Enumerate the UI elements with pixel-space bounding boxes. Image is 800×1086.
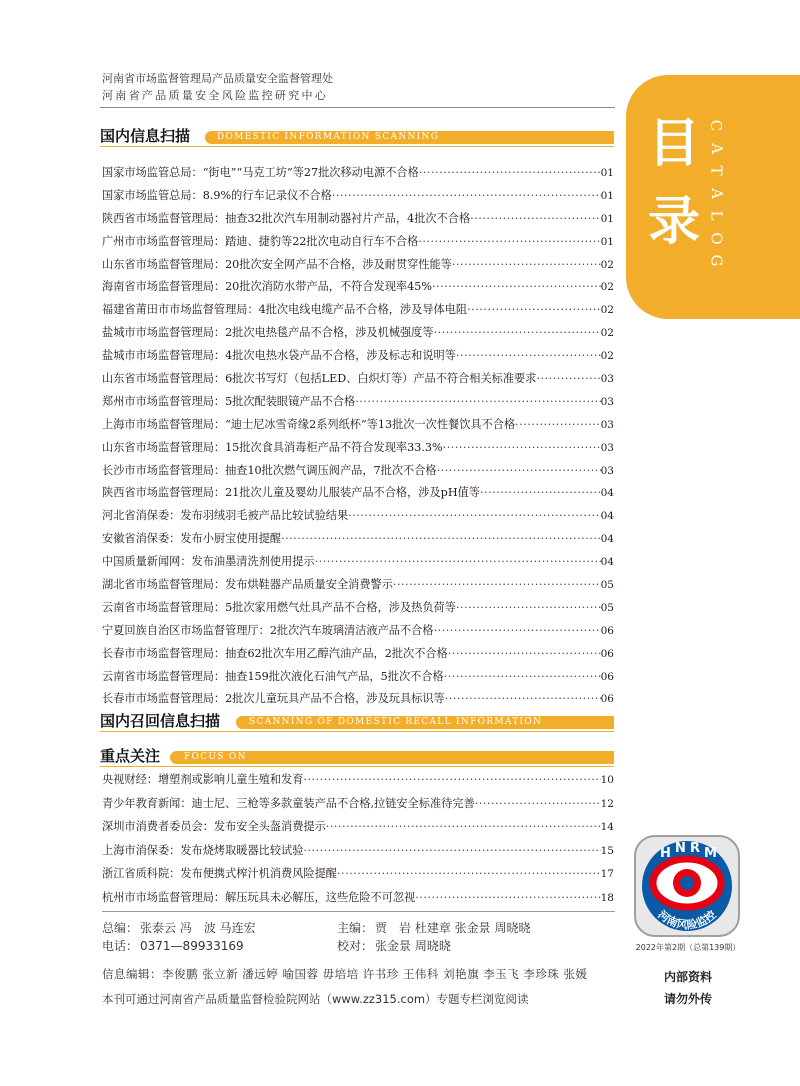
dot-leader [281,532,601,545]
toc-entry[interactable] [102,889,614,913]
dot-leader [445,692,601,705]
staff-line [102,966,588,982]
dot-leader [432,280,601,293]
toc-entry-title: 盐城市市场监督管理局：2批次电热毯产品不合格，涉及机械强度等 [102,326,434,340]
dot-leader [419,166,601,179]
toc-entry-title: 福建省莆田市市场监督管理局：4批次电线电缆产品不合格，涉及导体电阻 [102,303,468,317]
phone-line [102,937,256,955]
toc-entry-title: 山东省市场监督管理局：15批次食具消毒柜产品不符合发现率33.3% [102,440,443,454]
toc-entry-page: 03 [600,395,614,408]
toc-entry-title: 长春市市场监督管理局：2批次儿童玩具产品不合格，涉及玩具标识等 [102,692,445,706]
toc-entry[interactable] [102,256,614,279]
toc-entry-page: 06 [600,647,614,660]
toc-entry[interactable] [102,576,614,599]
toc-entry-page: 02 [600,327,614,340]
toc-entry-page: 01 [600,189,614,202]
catalog-letter: T [707,165,726,176]
proof-label: 校对： [337,939,374,953]
logo-pupil [680,876,694,890]
section-domestic-title: 国内信息扫描 [100,127,191,145]
catalog-letter: A [707,142,726,154]
catalog-letter: G [707,254,726,267]
toc-entry-page: 15 [600,844,614,857]
domestic-toc-list [102,164,614,713]
toc-entry[interactable] [102,301,614,324]
dot-leader [315,555,601,568]
toc-entry-page: 06 [600,670,614,683]
dot-leader [467,303,601,316]
staff-label: 信息编辑： [102,967,162,981]
toc-entry-page: 05 [600,601,614,614]
toc-entry-title: 国家市场监管总局：8.9%的行车记录仪不合格 [102,188,332,202]
dot-leader [437,464,601,477]
toc-entry-page: 02 [600,258,614,271]
toc-entry[interactable] [102,187,614,210]
editor-label: 主编： [337,921,374,935]
chief-editor-label: 总编： [102,921,139,935]
chief-editor-names: 张泰云 冯 波 马连宏 [140,921,256,935]
toc-entry-title: 山东省市场监督管理局：20批次安全网产品不合格，涉及耐贯穿性能等 [102,257,452,271]
issue-number: 2022年第2期（总第139期） [635,943,741,952]
toc-entry-title: 海南省市场监督管理局：20批次消防水带产品，不符合发现率45% [102,280,432,294]
toc-entry-page: 05 [600,579,614,592]
toc-entry[interactable] [102,553,614,576]
toc-entry-page: 04 [600,533,614,546]
header-divider [100,107,615,108]
section-recall-title: 国内召回信息扫描 [100,712,221,730]
toc-entry[interactable] [102,865,614,889]
dot-leader [448,647,601,660]
toc-entry[interactable] [102,668,614,691]
toc-entry[interactable] [102,599,614,622]
dot-leader [418,235,600,248]
toc-entry-title: 浙江省质科院：发布便携式榨汁机消费风险提醒 [102,867,337,881]
toc-entry-title: 广州市市场监督管理局：踏迪、捷豹等22批次电动自行车不合格 [102,234,419,248]
toc-entry-title: 长春市市场监督管理局：抽查62批次车用乙醇汽油产品，2批次不合格 [102,646,448,660]
toc-entry-title: 长沙市市场监督管理局：抽查10批次燃气调压阀产品，7批次不合格 [102,463,437,477]
catalog-letter: C [707,119,726,132]
toc-entry[interactable] [102,645,614,668]
toc-entry[interactable] [102,462,614,485]
section-focus-title: 重点关注 [100,747,161,765]
dot-leader [337,867,601,880]
footer-divider [102,911,615,912]
toc-entry[interactable] [102,842,614,866]
hnrm-logo [634,835,740,937]
toc-entry[interactable] [102,818,614,842]
toc-entry-page: 03 [600,373,614,386]
internal-notice-1: 内部资料 [663,970,712,984]
dot-leader [470,212,600,225]
catalog-english [705,118,727,268]
section-domestic-header [100,126,614,148]
toc-entry-title: 央视财经：增塑剂或影响儿童生殖和发育 [102,773,304,786]
catalog-char-1: 目 [648,114,701,174]
toc-entry[interactable] [102,278,614,301]
org-name-2: 河南省产品质量安全风险监控研究中心 [102,89,329,102]
toc-entry[interactable] [102,690,614,713]
catalog-char-2: 录 [648,192,701,252]
toc-entry[interactable] [102,370,614,393]
toc-entry[interactable] [102,324,614,347]
section-recall-header [100,711,614,733]
dot-leader [536,372,600,385]
dot-leader [415,891,600,904]
dot-leader [443,441,601,454]
dot-leader [444,670,601,683]
toc-entry-page: 03 [600,464,614,477]
toc-entry-title: 盐城市市场监督管理局：4批次电热水袋产品不合格，涉及标志和说明等 [102,349,456,363]
toc-entry-title: 陕西省市场监督管理局：抽查32批次汽车用制动器衬片产品，4批次不合格 [102,211,471,225]
toc-entry[interactable] [102,393,614,416]
toc-entry-page: 06 [600,624,614,637]
toc-entry[interactable] [102,795,614,819]
toc-entry-page: 01 [600,212,614,225]
section-focus-header [100,746,614,768]
toc-entry-page: 06 [600,693,614,706]
internal-notice-2: 请勿外传 [663,992,712,1006]
toc-entry[interactable] [102,622,614,645]
toc-entry-title: 云南省市场监督管理局：5批次家用燃气灶具产品不合格，涉及热负荷等 [102,600,456,614]
toc-entry-page: 03 [600,418,614,431]
toc-entry-title: 湖北省市场监督管理局：发布烘鞋器产品质量安全消费警示 [102,578,393,592]
toc-entry-page: 03 [600,441,614,454]
proof-names: 张金景 周晓晓 [375,939,451,953]
dot-leader [452,258,601,271]
toc-entry-page: 01 [600,167,614,179]
toc-entry[interactable] [102,771,614,795]
toc-entry[interactable] [102,164,614,187]
toc-entry-title: 安徽省消保委：发布小厨宝使用提醒 [102,532,282,546]
org-name-1: 河南省市场监督管理局产品质量安全监督管理处 [102,72,333,85]
catalog-letter: A [707,187,726,199]
toc-entry-title: 国家市场监管总局：“街电”“马克工坊”等27批次移动电源不合格 [102,166,419,179]
dot-leader [393,578,601,591]
toc-entry[interactable] [102,416,614,439]
phone-label: 电话： [102,939,139,953]
logo-letter-h: H [660,846,671,861]
toc-entry-title: 上海市市场监督管理局：“迪士尼冰雪奇缘2系列纸杯”等13批次一次性餐饮具不合格 [102,417,516,431]
toc-entry[interactable] [102,507,614,530]
toc-entry-page: 04 [600,510,614,523]
proof-line [337,937,530,955]
toc-entry-page: 18 [600,891,614,904]
online-notice: 本刊可通过河南省产品质量监督检验院网站（www.zz315.com）专题专栏浏览阅读 [102,992,529,1006]
section-focus-line [100,766,614,767]
toc-entry-title: 上海市消保委：发布烧烤取暖器比较试验 [102,843,304,857]
chief-editor-line [102,919,256,937]
toc-entry-title: 山东省市场监督管理局：6批次书写灯（包括LED、白炽灯等）产品不符合相关标准要求 [102,372,537,386]
toc-entry[interactable] [102,210,614,233]
catalog-letter: O [707,231,726,245]
section-recall-line [100,731,614,732]
dot-leader [456,349,601,362]
toc-entry-title: 中国质量新闻网：发布油墨清洗剂使用提示 [102,555,315,569]
dot-leader [355,395,600,408]
toc-entry-title: 河北省消保委：发布羽绒羽毛被产品比较试验结果 [102,509,349,523]
dot-leader [434,624,601,637]
toc-entry-title: 陕西省市场监督管理局：21批次儿童及婴幼儿服装产品不合格，涉及pH值等 [102,486,480,500]
logo-letter-m: M [704,846,717,861]
credits-right [337,919,530,955]
dot-leader [475,797,601,810]
toc-entry-page: 01 [600,235,614,248]
toc-entry-page: 02 [600,304,614,317]
toc-entry-title: 杭州市市场监督管理局：解压玩具未必解压，这些危险不可忽视 [102,890,416,904]
logo-text-path: 河南风险监控 [655,908,719,932]
editor-names: 贾 岩 杜建章 张金景 周晓晓 [375,921,531,935]
section-domestic-line [100,146,614,147]
dot-leader [434,326,601,339]
organization-header [102,70,333,104]
toc-entry-page: 04 [600,487,614,500]
toc-entry[interactable] [102,233,614,256]
toc-entry-title: 宁夏回族自治区市场监督管理厅：2批次汽车玻璃清洁液产品不合格 [102,623,434,637]
toc-entry-title: 深圳市消费者委员会：发布安全头盔消费提示 [102,820,326,834]
toc-entry[interactable] [102,530,614,553]
focus-toc-list [102,771,614,913]
toc-entry-title: 云南省市场监督管理局：抽查159批次液化石油气产品，5批次不合格 [102,669,444,683]
section-domestic-english: DOMESTIC INFORMATION SCANNING [217,132,440,142]
toc-entry-title: 郑州市市场监督管理局：5批次配装眼镜产品不合格 [102,394,356,408]
dot-leader [348,509,600,522]
dot-leader [456,601,601,614]
toc-entry-title: 青少年教育新闻：迪士尼、三枪等多款童装产品不合格,拉链安全标准待完善 [102,796,475,810]
dot-leader [326,820,601,833]
section-recall-english: SCANNING OF DOMESTIC RECALL INFORMATION [249,717,543,727]
dot-leader [332,189,601,202]
dot-leader [303,844,600,857]
toc-entry-page: 17 [600,868,614,881]
toc-entry-page: 02 [600,350,614,363]
section-focus-english: FOCUS ON [184,752,247,762]
dot-leader [303,773,600,786]
logo-letter-n: N [675,841,686,856]
staff-names: 李俊鹏 张立新 潘远婷 喻国蓉 毋培培 许书珍 王伟科 刘艳旗 李玉飞 李珍珠 张媛 [162,967,588,981]
toc-entry-page: 02 [600,281,614,294]
toc-entry-page: 14 [600,821,614,834]
phone-number: 0371—89933169 [140,939,244,953]
editor-line [337,919,530,937]
toc-entry-page: 10 [600,774,614,786]
toc-entry[interactable] [102,347,614,370]
dot-leader [480,486,601,499]
toc-entry[interactable] [102,484,614,507]
credits-left [102,919,256,955]
dot-leader [515,418,600,431]
catalog-letter: L [707,210,726,221]
toc-entry-page: 12 [600,797,614,810]
toc-entry[interactable] [102,439,614,462]
toc-entry-page: 04 [600,556,614,569]
logo-letter-r: R [690,841,701,856]
